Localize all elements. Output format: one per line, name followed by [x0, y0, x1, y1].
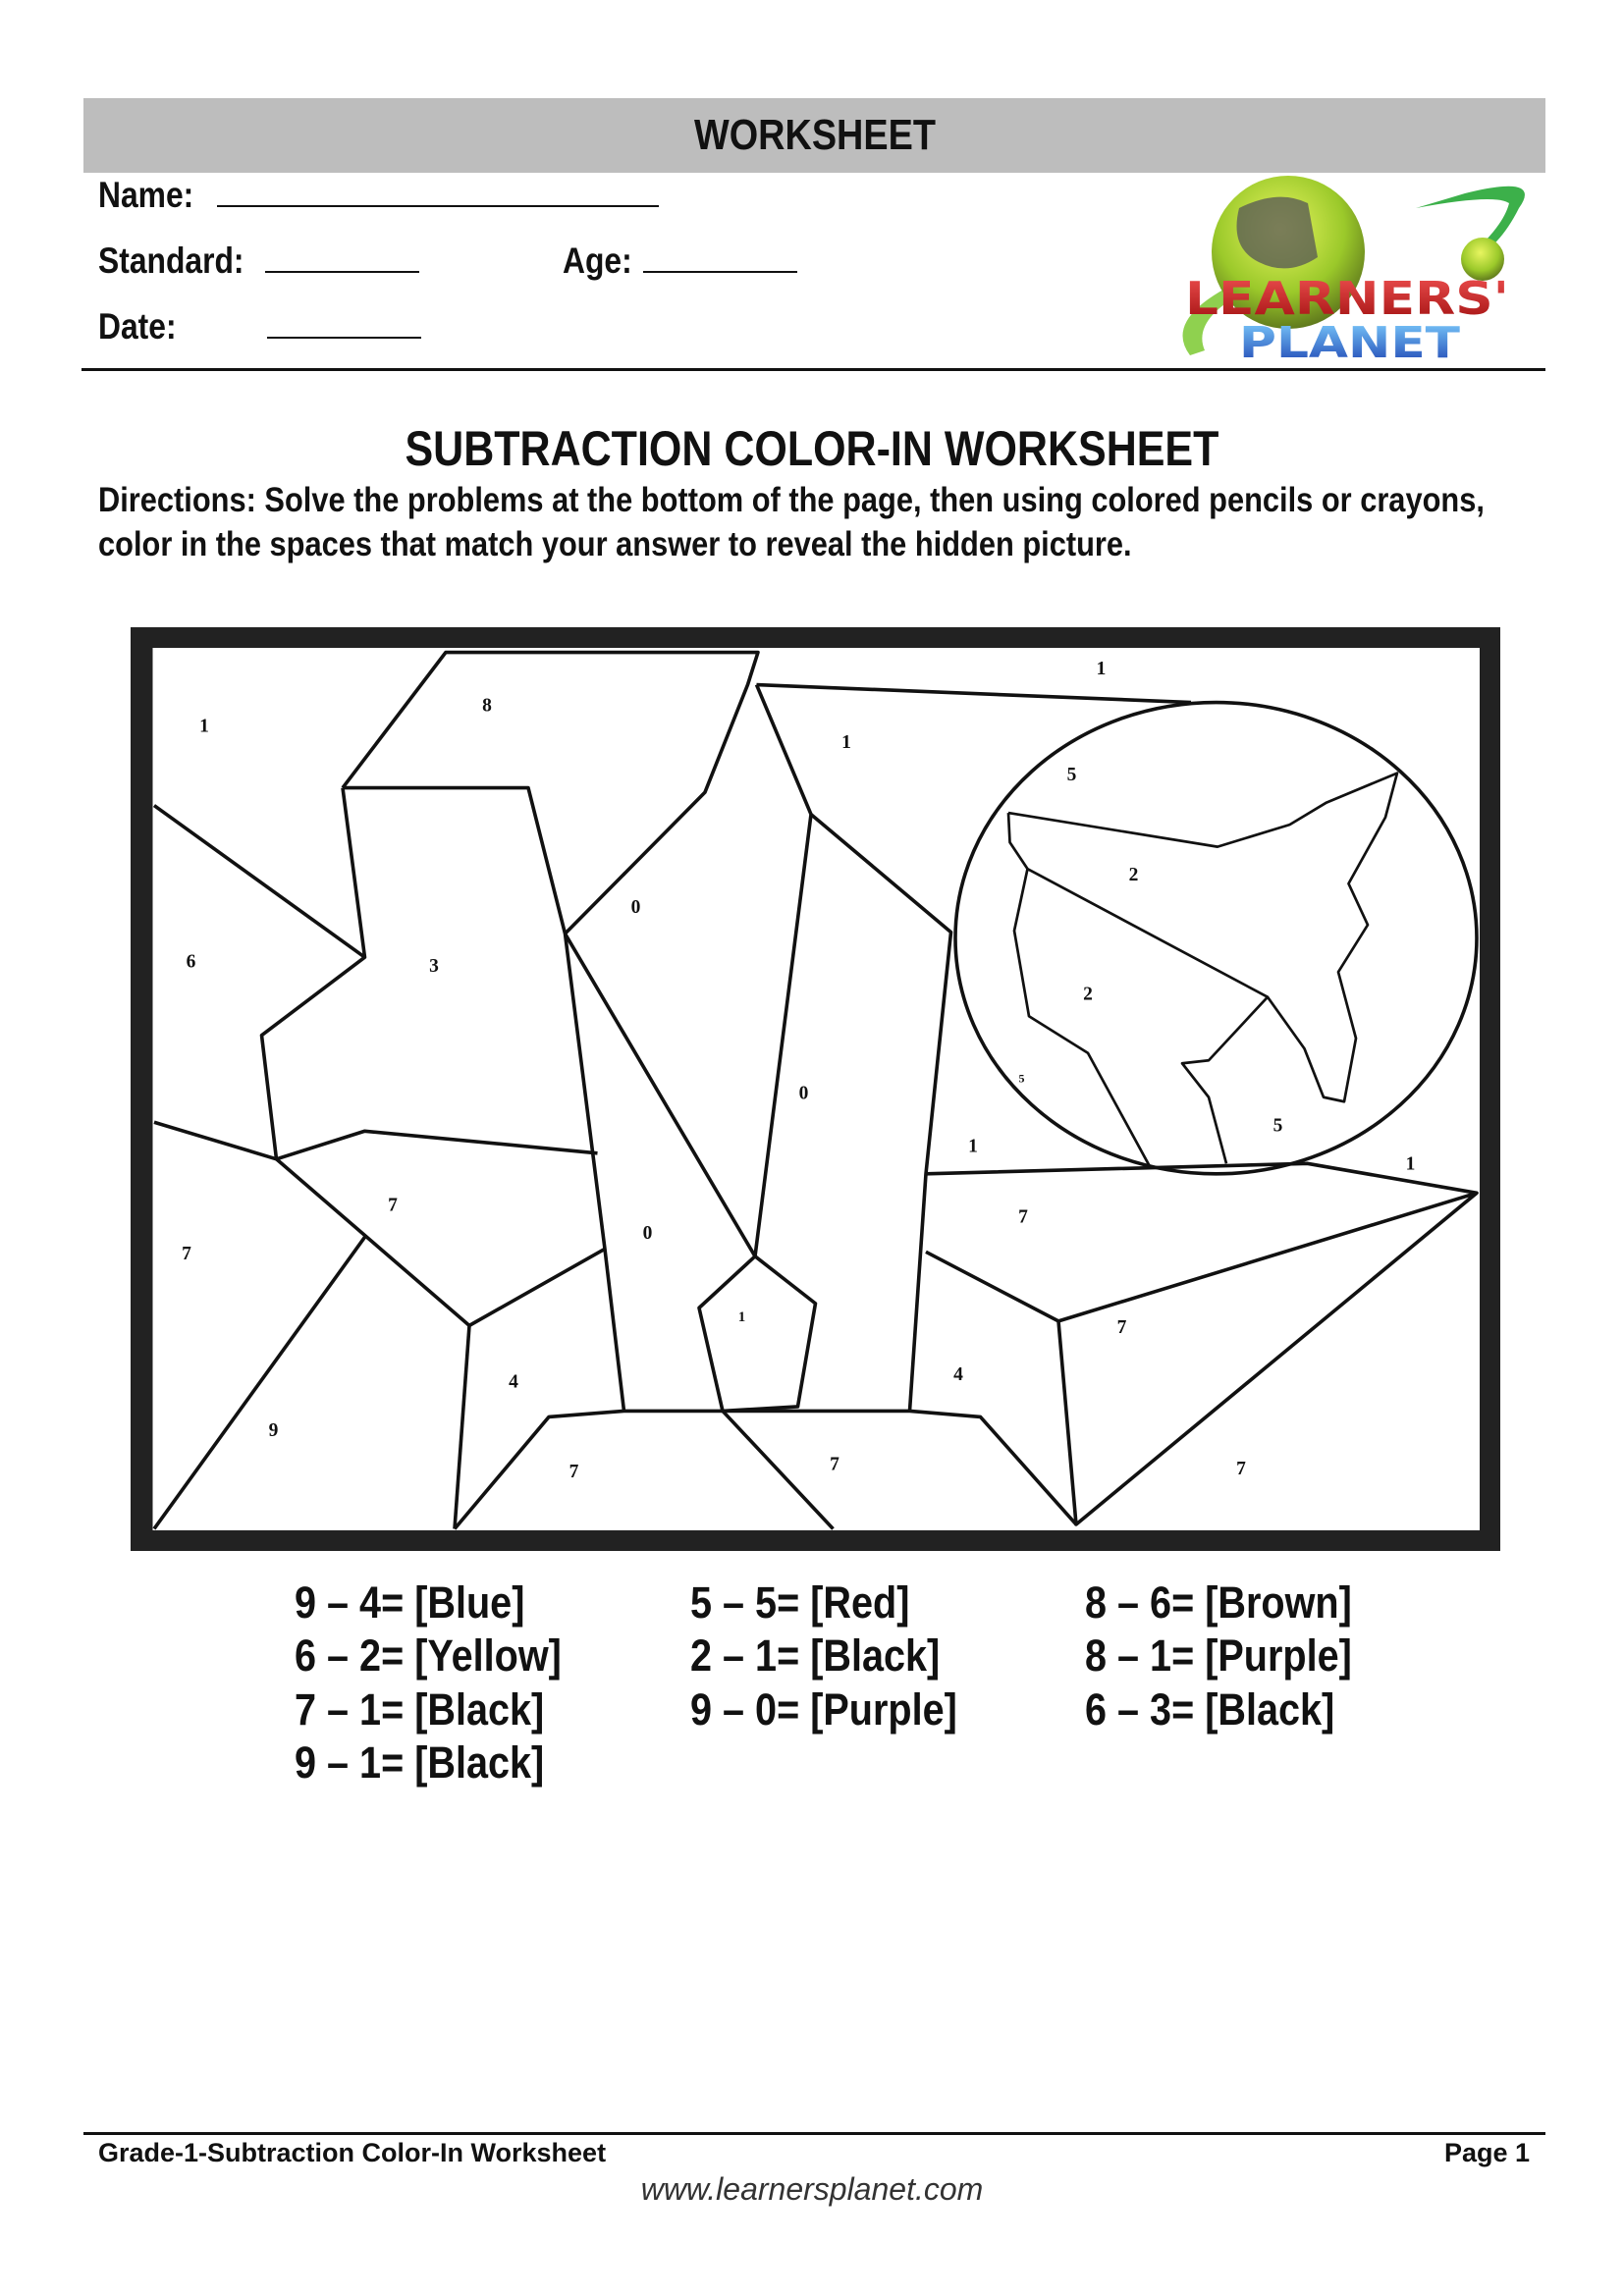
age-label: Age: [563, 240, 632, 281]
region-label: 7 [388, 1195, 398, 1216]
header-bar [83, 98, 1545, 173]
region-label: 2 [1083, 984, 1093, 1005]
region-label: 4 [509, 1371, 518, 1393]
date-blank[interactable] [267, 307, 421, 339]
problem: 7 – 1= [Black] [295, 1684, 545, 1735]
page-title: SUBTRACTION COLOR-IN WORKSHEET [405, 421, 1219, 476]
problem: 9 – 0= [Purple] [690, 1684, 957, 1735]
region-label: 5 [1018, 1071, 1025, 1086]
problem: 9 – 1= [Black] [295, 1737, 545, 1788]
region-label: 0 [642, 1222, 653, 1244]
region-label: 1 [968, 1136, 978, 1157]
name-blank[interactable] [217, 176, 659, 207]
region-label: 1 [1405, 1153, 1416, 1175]
region-label: 5 [1272, 1115, 1283, 1137]
name-label: Name: [98, 175, 194, 215]
footer-url[interactable]: www.learnersplanet.com [640, 2171, 984, 2207]
problem: 2 – 1= [Black] [690, 1630, 941, 1681]
directions-line-1: Directions: Solve the problems at the bottom of the page, then using colored pencils or crayons, [98, 481, 1485, 519]
region-label: 6 [186, 951, 196, 973]
region-label: 7 [1018, 1206, 1028, 1228]
svg-text:LEARNERS': LEARNERS' [1185, 272, 1509, 325]
region-label: 3 [429, 956, 439, 978]
name-field[interactable] [98, 175, 659, 216]
worksheet-heading: WORKSHEET [693, 111, 936, 159]
date-label: Date: [98, 306, 177, 347]
standard-label: Standard: [98, 240, 244, 281]
problem: 5 – 5= [Red] [690, 1577, 910, 1628]
region-label: 7 [830, 1454, 839, 1475]
region-label: 7 [1116, 1316, 1127, 1338]
standard-blank[interactable] [265, 241, 419, 273]
region-label: 0 [630, 897, 641, 919]
learners-planet-logo [1170, 169, 1543, 370]
age-field[interactable] [563, 240, 797, 282]
problem: 8 – 6= [Brown] [1085, 1577, 1352, 1628]
page-number: Page 1 [1443, 2138, 1530, 2167]
region-label: 1 [737, 1308, 746, 1325]
region-label: 7 [568, 1461, 579, 1482]
footer-divider [83, 2132, 1545, 2135]
header-divider [81, 368, 1545, 371]
svg-text:PLANET: PLANET [1239, 318, 1460, 368]
region-label: 0 [798, 1083, 809, 1104]
region-label: 9 [268, 1419, 279, 1441]
footer-title: Grade-1-Subtraction Color-In Worksheet [98, 2138, 607, 2167]
problem: 6 – 3= [Black] [1085, 1684, 1335, 1735]
picture-canvas [153, 648, 1481, 1530]
region-label: 8 [482, 695, 492, 717]
region-label: 5 [1066, 765, 1077, 786]
color-by-number-picture[interactable] [131, 627, 1500, 1551]
problem: 9 – 4= [Blue] [295, 1577, 525, 1628]
region-label: 1 [841, 732, 851, 754]
directions-line-2: color in the spaces that match your answer to reveal the hidden picture. [98, 525, 1132, 563]
region-label: 1 [199, 716, 209, 737]
region-label: 4 [953, 1363, 963, 1385]
region-label: 2 [1128, 865, 1139, 886]
region-label: 7 [182, 1243, 191, 1264]
age-blank[interactable] [643, 241, 797, 273]
problem: 6 – 2= [Yellow] [295, 1630, 562, 1681]
region-label: 7 [1236, 1458, 1246, 1479]
standard-field[interactable] [98, 240, 419, 282]
region-label: 1 [1096, 659, 1107, 680]
date-field[interactable] [98, 306, 421, 347]
problem: 8 – 1= [Purple] [1085, 1630, 1352, 1681]
